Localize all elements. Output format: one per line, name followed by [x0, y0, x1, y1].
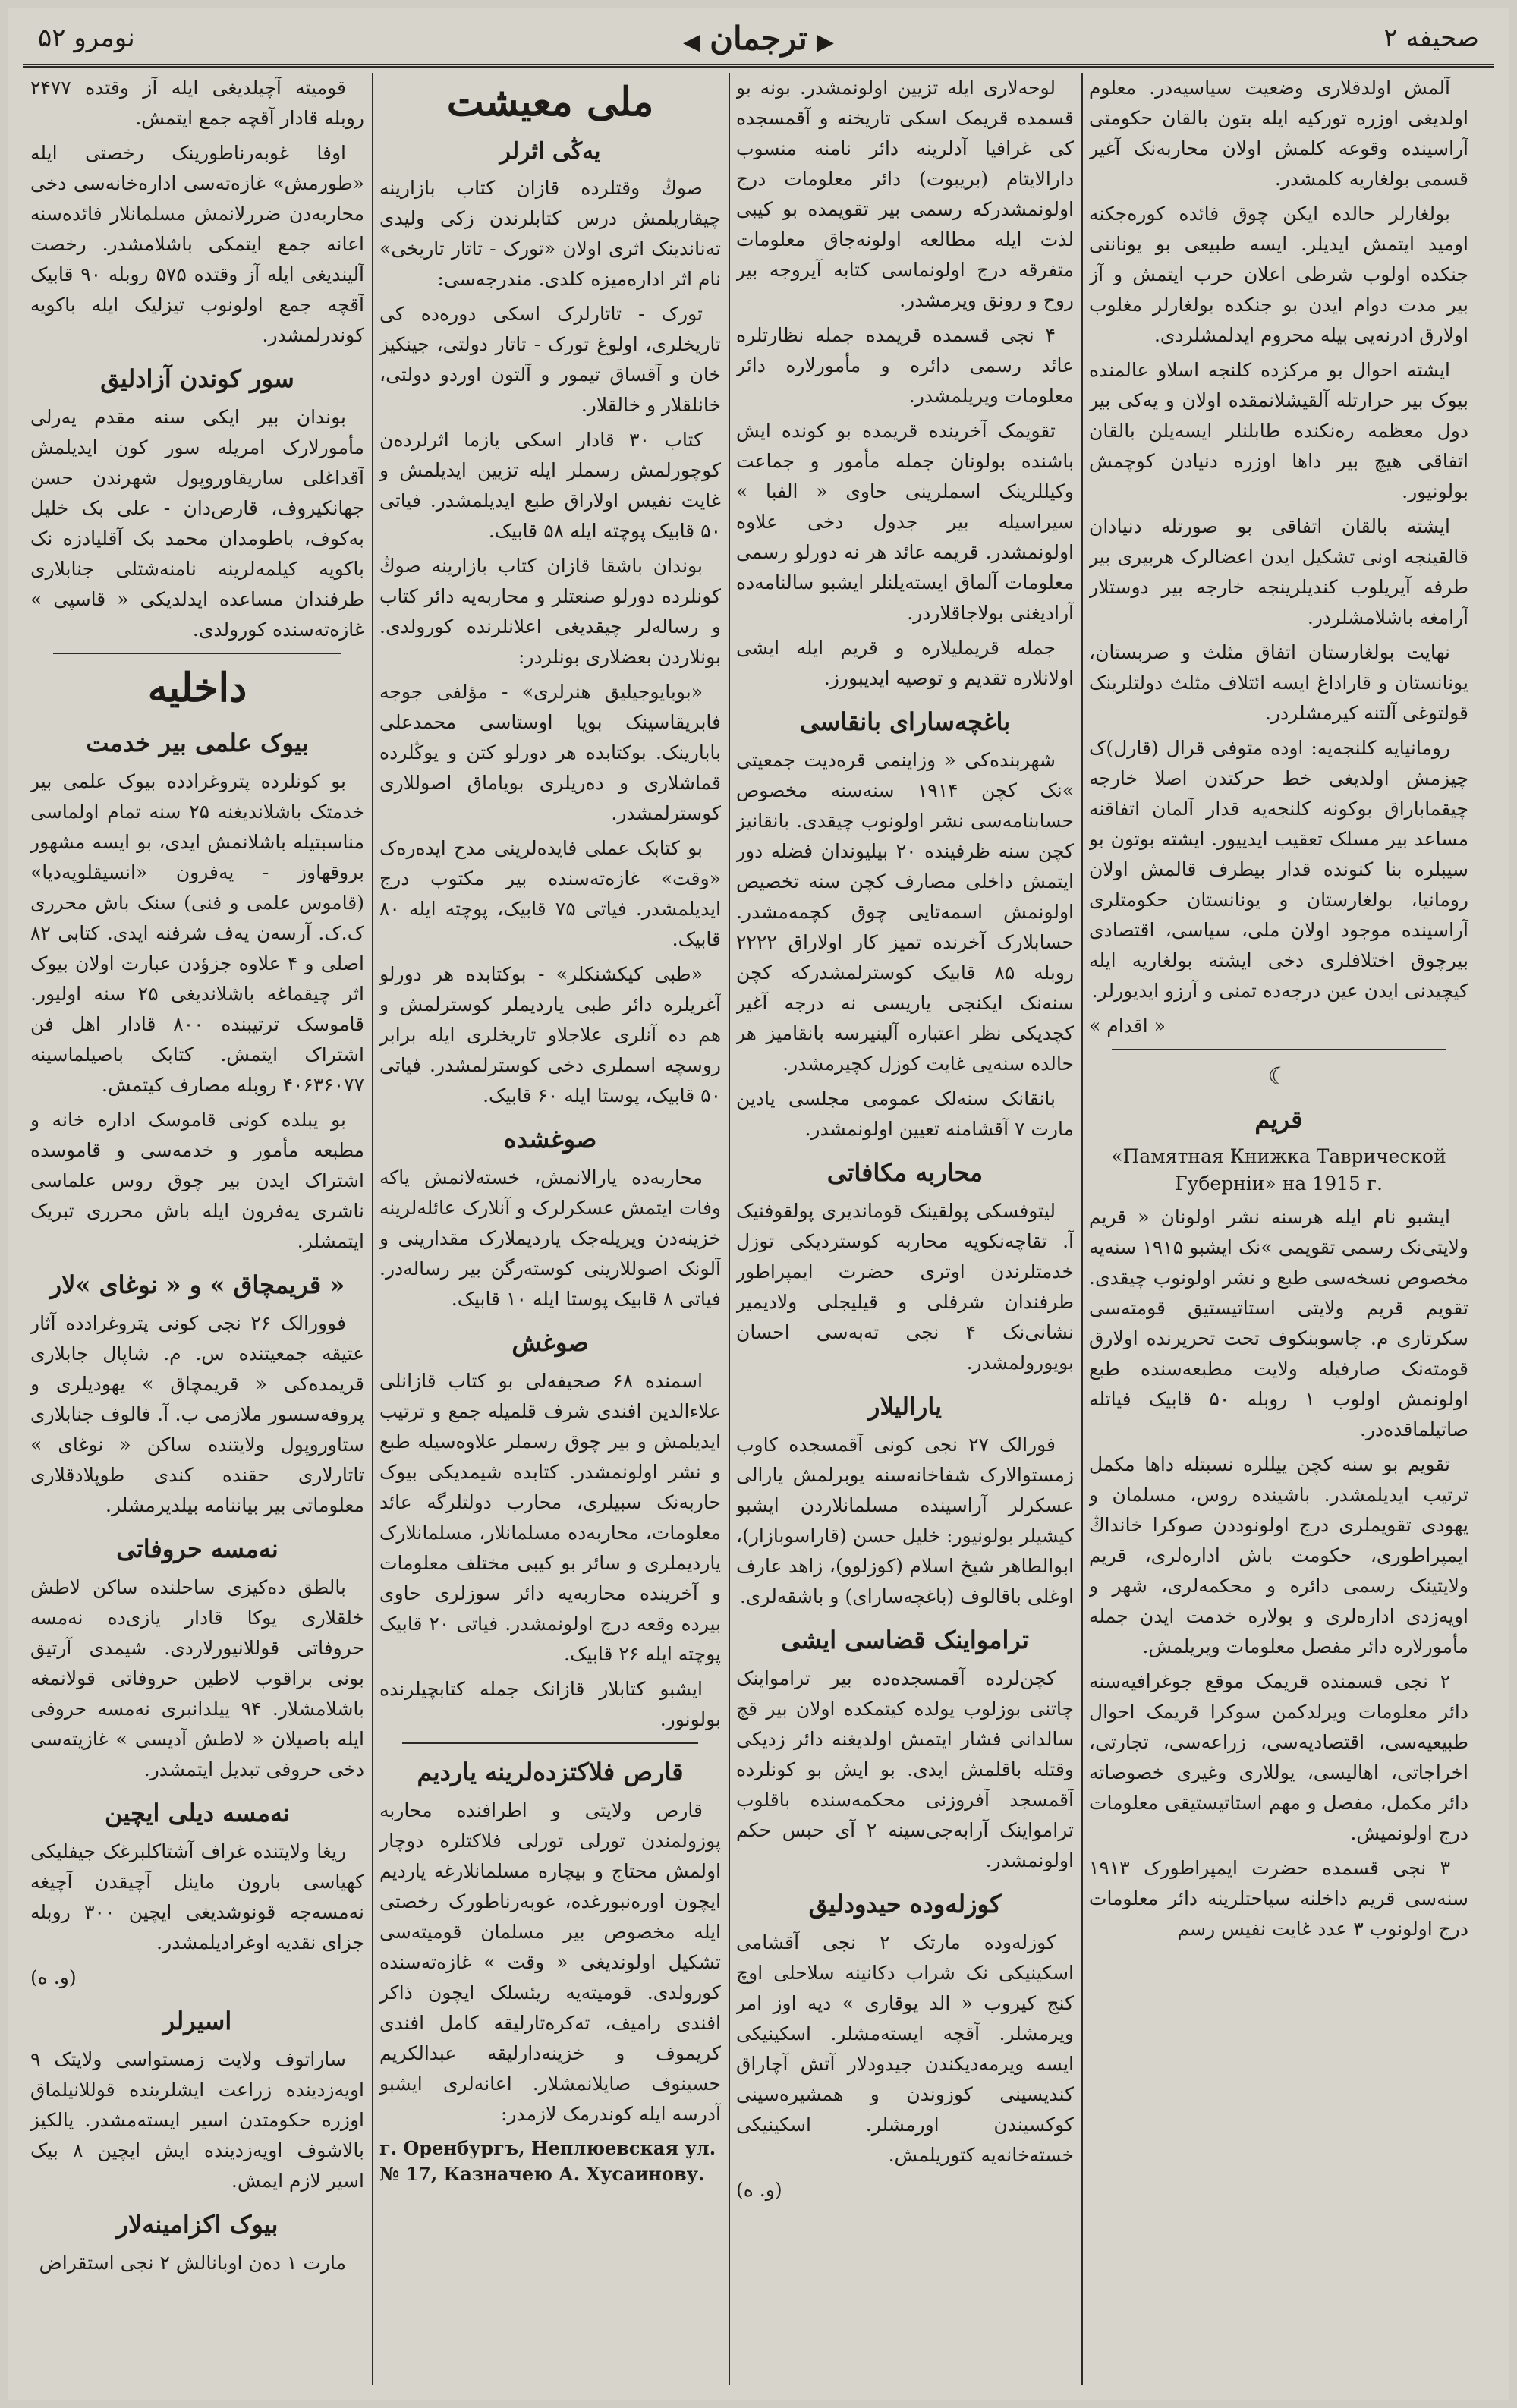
- section-heading-tram-accident: ترامواینک قضاسی ایشی: [781, 1626, 1029, 1654]
- article-paragraph: کچن‌لرده آقمسجده‌ده بیر ترامواینک چاتنی بوزلوب یولده کیتمکده اولان بیر قچ سالدانی فشار ایتمش اولدیغنه دائر زدیکی وقتله باقلمش ایدی. بو ایش بو کونلرده آقمسجد آفروزنی محکمه‌سنده باقلوب ترامواینک آرابه‌جی‌سینه ۲ آی حبس حکم اولونمشدر.: [736, 1667, 1074, 1871]
- column-divider-1: [1081, 73, 1083, 2385]
- source-signature: (و. ه): [736, 2179, 782, 2201]
- section-heading-wounded: یارالیلار: [868, 1392, 942, 1421]
- article-paragraph: بو کتابک عملی فایده‌لرینی مدح ایدەرەک «وقت» غازه‌ته‌سنده بیر مکتوب درج ایدیلمشدر. فیاتی ۷۵ قابیک، پوچته ایله ۸۰ قابیک.: [379, 837, 721, 950]
- article-paragraph: کوزله‌وده مارتک ۲ نجی آقشامی اسکینیکی نک شراب دکانینه سلاحلی اوچ کنج کیروب « الد یوقاری » دیه اوز امر ویرمشلر. آقچه ایسته‌مشلر. اسکینیکی ایسه ویرمه‌دیکندن جیدودلار آتش آچاراق کندیسینی کوزوندن و همشیره‌سینی کوکسیندن اورمشلر. اسکینیکی خسته‌خانه‌یه کتوریلمش.: [736, 1931, 1074, 2166]
- newspaper-page: [8, 8, 1509, 2400]
- page-label: صحیفه ۲: [1383, 23, 1479, 53]
- article-paragraph: بوندان باشقا قازان کتاب بازارینه صوڭ کونلرده دورلو صنعتلر و محاربه‌یه دائر کتاب و رساله‌لر چیقدیغی اعلانلرنده کورولدی. بونلاردن بعضلاری بونلردر:: [379, 555, 721, 668]
- section-heading-national-life: ملی معیشت: [446, 79, 654, 125]
- article-paragraph: لیتوفسکی پولقینک قوماندیری پولقوفنیک آ. تقاچه‌نکویه محاربه کوستردیکی توزل خدمتلرندن اوتری حضرت ایمپراطور طرفندان شرفلی و قیلیجلی ولادیمیر نشانی‌نک ۴ نجی ته‌به‌سی احسان بویورولمشدر.: [736, 1200, 1074, 1374]
- section-heading-big-exams: بیوک اکزامینه‌لار: [116, 2210, 279, 2239]
- article-paragraph: جمله قریملیلاره و قریم ایله ایشی اولانلاره تقدیم و توصیه ایدیبورز.: [736, 637, 1074, 689]
- section-heading-krymchaks-nogais: « قریمچاق » و « نوغای »لار: [49, 1270, 345, 1299]
- masthead: [23, 17, 1494, 68]
- section-heading-german-language: نه‌مسه دیلی ایچین: [104, 1799, 291, 1827]
- article-paragraph: ایشبو کتابلار قازانک جمله کتابچیلرنده بولونور.: [379, 1678, 721, 1730]
- article-paragraph: کتاب ۳۰ قادار اسکی یازما اثرلرده‌ن کوچورلمش رسملر ایله تزیین ایدیلمش و غایت نفیس اولاراق طبع ایدیلمشدر. فیاتی ۵۰ قابیک پوچته ایله ۵۸ قابیک.: [379, 429, 721, 542]
- newspaper-title: [23, 20, 1494, 57]
- section-heading-crimea: قریم: [1254, 1105, 1303, 1134]
- donation-address: г. Оренбургъ, Неплюевская ул. № 17, Казначею А. Хусаинову.: [379, 2137, 716, 2185]
- article-paragraph: ایشبو نام ایله هرسنه نشر اولونان « قریم ولایتی‌نک رسمی تقویمی »نک ایشبو ۱۹۱۵ سنه‌یه مخصوص نسخه‌سی طبع و نشر اولونوب چیقدی. تقویم قریم ولایتی استاتیستیق قومته‌سی سکرتاری م. چاسوبنکوف تحت تحریرنده اولارق قومته‌نک صارفیله ولایت مطبعه‌سنده طبع اولونمش اولوب ۱ روبله ۵۰ قابیک فیاتله صاتیلماقده‌در.: [1089, 1206, 1468, 1440]
- section-divider: [53, 653, 341, 654]
- section-heading-kars-relief: قارص فلاکتزده‌لرینه یاردیم: [417, 1758, 684, 1786]
- source-signature: « اقدام »: [1089, 1015, 1166, 1037]
- section-heading-german-letters: نه‌مسه حروفاتی: [116, 1535, 279, 1563]
- article-paragraph: نهایت بولغارستان اتفاق مثلث و صربستان، یونانستان و قاراداغ ایسه ائتلاف مثلث دولتلرینک قولتوغی آلتنه کیرمشلردر.: [1089, 641, 1468, 724]
- issue-label: نومرو ۵۲: [38, 23, 135, 53]
- subheading-new-works: یه‌ڭی اثرلر: [499, 138, 601, 165]
- article-paragraph: مارت ۱ ده‌ن اوبانالش ۲ نجی استقراض: [39, 2252, 346, 2274]
- article-paragraph: ۴ نجی قسمده قریمده جمله نظارتلره عائد رسمی دائره و مأمورلاره دائر معلومات ویریلمشدر.: [736, 324, 1074, 407]
- article-paragraph: ساراتوف ولایت زمستواسی ولایتک ۹ اویه‌زدینده زراعت ایشلرینده قوللانیلماق اوزره حکومتدن اسیر ایستەمشدر. یالکیز بالاشوف اویه‌زدینده ایش ایچین ۸ بیک اسیر لازم ایمش.: [30, 2048, 364, 2192]
- section-heading-domestic: داخلیه: [147, 665, 247, 711]
- section-heading-kozlov-robbery: کوزله‌وده حیدودلیق: [808, 1890, 1002, 1919]
- article-paragraph: تورک - تاتارلرک اسکی دوره‌ده کی تاریخلری، اولوغ تورک - تاتار دولتی، جینکیز خان و آقساق تیمور و آلتون اوردو دولتی، خانلقلار و خالقلار.: [379, 303, 721, 416]
- article-paragraph: تقویمک آخرینده قریمده بو کونده ایش باشنده بولونان جمله مأمور و جماعت وکیللرینک اسملرینی حاوی « الفبا » سیراسیله بیر جدول دخی علاوه اولونمشدر. قریمه عائد هر نه دورلو رسمی معلومات آلماق ایسته‌یلنلر ایشبو سالنامه‌ده آرادیغنی بولاجاقلاردر.: [736, 420, 1074, 624]
- ornament-left-icon: ◀: [683, 29, 701, 55]
- russian-book-title: «Памятная Книжка Таврической Губерніи» на 1915 г.: [1111, 1145, 1446, 1195]
- column-4: [30, 73, 364, 2385]
- section-heading-scholarly-service: بیوک علمی بیر خدمت: [86, 729, 309, 757]
- article-paragraph: ۳ نجی قسمده حضرت ایمپراطورک ۱۹۱۳ سنه‌سی قریم داخلنه سیاحتلرینه دائر معلومات درج اولونوب ۳ عدد غایت نفیس رسم: [1089, 1857, 1468, 1940]
- article-paragraph: «طبی کیکشنکلر» - بوکتابده هر دورلو آغریلرە دائر طبی یاردیملر کوسترلمش و هم ده آنلری علاجلاو تاریخلری ایله برابر روسچه اسملری دخی کوسترلمشدر. فیاتی ۵۰ قابیک، پوستا ایله ۶۰ قابیک.: [379, 963, 721, 1106]
- article-paragraph: فورالک ۲۷ نجی کونی آقمسجده کاوب زمستوالارک شفاخانه‌سنه یوبرلمش یارالی عسکرلر آراسینده مسلمانلاردن ایشبو کیشیلر بولونیور: خلیل حسن (قاراسوبازار)، ابوالطاهر شیخ اسلام (کوزلوو)، زاهد عارف اوغلی باقالوف (باغچه‌سارای) و باشقه‌لری.: [736, 1434, 1074, 1607]
- article-paragraph: محاربه‌ده یارالانمش، خسته‌لانمش یاکه وفات ایتمش عسکرلرک و آنلارک عائله‌لرینه خزینه‌دن ویریله‌جک یاردیملارک مقدارینی و آلونک اصوللارینی کوسته‌رگن بیر رساله‌در. فیاتی ۸ قابیک پوستا ایله ۱۰ قابیک.: [379, 1166, 721, 1310]
- article-paragraph: قارص ولایتی و اطرافنده محاربه پوزولمندن تورلی تورلی فلاکتلره دوچار اولمش محتاج و بیچاره مسلمانلارغه یاردیم ایچون اوره‌نبورغده، غوبه‌رناطورک رخصتی ایله مخصوص بیر مسلمان قومیته‌سی تشکیل اولوندیغی « وقت » غازه‌ته‌سنده کورولدی. قومیته‌یه ریئسلک ایچون ذاکر افندی رامیف، ته‌کرەتارلیقه کامل افندی کریموف و خزینه‌دارلیقه عبدالکریم حسینوف صایلانمشلار. اعانه‌لری ایشبو آدرسه ایله کوندرمک لازمدر:: [379, 1799, 721, 2125]
- section-heading-war: صوغش: [511, 1328, 589, 1357]
- article-paragraph: صوڭ وقتلرده قازان کتاب بازارینه چیقاریلمش درس کتابلرندن زکی ولیدی ته‌ناندینک اثری اولان «تورک - تاتار تاریخی» نام اثر ادارەمیزه کلدی. مندرجه‌سی:: [379, 177, 721, 290]
- section-heading-war-awards: محاربه مکافاتی: [826, 1158, 984, 1187]
- article-paragraph: «بوبایوجیلیق هنرلری» - مؤلفی جوجه فابریقاسینک بویا اوستاسی محمدعلی بابارینک. بوکتابده هر دورلو کتن و یوڭلرده قماشلاری و دەریلری بویاماق اصوللاری کوسترلمشدر.: [379, 681, 721, 824]
- article-paragraph: بالطق ده‌کیزی ساحلنده ساکن لاطش خلقلاری یوکا قادار یازی‌ده نه‌مسه حروفاتی قوللانیورلاردی. شیمدی آرتیق بونی براقوب لاطین حروفاتی قولانمغه باشلامشلار. ۹۴ ییلدانبری نه‌مسه حروفی ایله باصیلان « لاطش آدیسی » غازیته‌سی دخی حروفی تبدیل ایتمشدر.: [30, 1576, 364, 1780]
- column-2: [736, 73, 1074, 2385]
- section-heading-bakhchisaray-bank: باغچه‌سارای بانقاسی: [799, 707, 1011, 736]
- article-paragraph: اوفا غوبه‌رناطورینک رخصتی ایله «طورمش» غازه‌ته‌سی اداره‌خانه‌سی دخی محاربه‌دن ضررلانمش مسلمانلار فائده‌سنه اعانه جمع ایتمکی باشلامشدر. رخصت آلیندیغی ایله آز وقتده ۵۷۵ روبله ۹۰ قابیک آقچه جمع اولونوب تیزلیک ایله باکویه کوندرلمشدر.: [30, 142, 364, 346]
- article-paragraph: اسمنده ۶۸ صحیفه‌لی بو کتاب قازانلی علاءالدین افندی شرف قلمیله جمع و ترتیب ایدیلمش و بیر چوق رسملر علاوه‌سیله طبع و نشر اولونمشدر. کتابده شیمدیکی بیوک حاربه‌نک سبیلری، محارب دولتلرگه عائد معلومات، محاربه‌ده مسلمانلار، مسلمانلارک یاردیملری و سائر بو کیبی مختلف معلومات و آخرینده محاربه‌یه دائر سوزلری حاوی بیرده وقعه درج اولونمشدر. فیاتی ۲۰ قابیک پوچته ایله ۲۶ قابیک.: [379, 1370, 721, 1665]
- article-paragraph: ایشته احوال بو مرکزده کلنجه اسلاو عالمنده بیوک بیر حرارتله آلقیشلانمقده اولان و یه‌کی بیر دول معظمه ره‌نکنده طابلنلر ایسه‌یلن بالقان اتفاقی هیچ بیر داها اوزره دنیادن کوچمش بولونیور.: [1089, 359, 1468, 502]
- article-paragraph: بولغارلر حالده ایکن چوق فائده کوره‌جکنه اومید ایتمش ایدیلر. ایسه طبیعی بو یوناننی جنکده اولوب شرطی اعلان حرب ایتمش و آز بیر مدت دوام ایدن بو جنکده بولغارلر مغلوب اولارق ادرنه‌یی بیله محروم ایدلمشلردی.: [1089, 203, 1468, 346]
- article-paragraph: آلمش اولدقلاری وضعیت سیاسیه‌در. معلوم اولدیغی اوزره تورکیه ایله بتون بالقان حکومتی آراسینده وقوعه کلمش اولان محاربه‌نک آغیر قسمی بولغاریه کلمشدر.: [1089, 77, 1468, 190]
- ornament-right-icon: ▶: [816, 29, 834, 55]
- article-paragraph: رومانیایه کلنجه‌یه: اوده متوفی قرال (قارل)ک چیزمش اولدیغی خط حرکتدن اصلا خارجه چیقماباراق بوکونه کلنجه‌یه قدار آلمان اتفاقنه مساعد بیر مسلک تعقیب ایدییور. ایشته بوتون بو سیبلره بنا کنونده قدار بیطرف قالمش اولان رومانیا، بولغارستان و یونانستان حکومتلری آراسینده موجود اولان ملی، سیاسی، اقتصادی بیرچوق اختلافلری دخی ایشته بولغاریه ایله کیچیدنی ایدن عین درجه‌ده تمنی و آرزو ایدیورلر.: [1089, 737, 1468, 1002]
- section-heading-exile-release: سور کوندن آزادلیق: [100, 364, 294, 393]
- section-divider: [402, 1742, 698, 1744]
- article-paragraph: ایشته بالقان اتفاقی بو صورتله دنیادان قالقینجه اونی تشکیل ایدن اعضالرک هربیری بیر طرفه آیریلوب کندیلرینجه خارجه بیر دوستلار آرامغه باشلامشلردر.: [1089, 515, 1468, 628]
- source-signature: (و. ه): [30, 1966, 77, 1988]
- newspaper-title-text: ترجمان: [710, 20, 807, 57]
- article-paragraph: ۲ نجی قسمنده قریمک موقع جوغرافیه‌سنه دائر معلومات ویرلدکمن سوکرا قریمک احوال طبیعیه‌سی، اقتصادیه‌سی، زراعه‌سی، تجارتی، اخراجاتی، اهالیسی، یوللاری وغیری خصوصاته دائر مکمل، مفصل و مهم استاتیستیقی معلومات درج اولونمیش.: [1089, 1670, 1468, 1844]
- column-divider-3: [372, 73, 373, 2385]
- article-paragraph: بو یبلده کونی قاموسک اداره خانه و مطبعه مأمور و خدمه‌سی و قاموسده اشتراک ایدن بیر چوق روس علماسی ناشری یه‌فرون ایله باش محرری تبریک ایتمشلر.: [30, 1109, 364, 1252]
- article-paragraph: بانقانک سنه‌لک عمومی مجلسی یادین مارت ۷ آقشامنه تعیین اولونمشدر.: [736, 1088, 1074, 1140]
- article-paragraph: بو کونلرده پتروغرادده بیوک علمی بیر خدمتک باشلاندیغنه ۲۵ سنه تمام اولماسی مناسبتیله باشلانمش ایدی، بو ایسه مشهور بروقهاوز - یه‌فرون «انسیقلوپه‌دیا» (قاموس علمی و فنی) سنک باش محرری ک.ک. آرسه‌ن یه‌ف شرفنه ایدی. کتابی ۸۲ اصلی و ۴ علاوه جزؤدن عبارت اولان بیوک اثر چیقماغه باشلاندیغی ۲۵ سنه اولیور. قاموسک ترتیبنده ۸۰۰ قادار اهل فن اشتراک ایتمش. کتابک باصیلماسینه ۴۰۶۳۶۰۷۷ روبله مصارف کیتمش.: [30, 770, 364, 1096]
- section-divider: [1112, 1049, 1446, 1050]
- article-paragraph: شهربنده‌کی « وزاینمی قره‌دیت جمعیتی »نک کچن ۱۹۱۴ سنه‌سنه مخصوص حسابنامه‌سی نشر اولونوب چیقدی. بانقانیز کچن سنه ظرفینده ۲۰ بیلیوندان فضله دور ایتمش داخلی مصارف کچن سنه تخصیص اولونمش اسمه‌تایی چوق کچمه‌مشدر. حسابلارک آخرنده تمیز کار اولاراق ۲۲۲۲ روبله ۸۵ قابیک کوسترلمشدرکه کچن سنه‌نک ایکنجی یاریسی نه درجه آغیر کچدیکی نظر اعتباره آلینیرسه بانقامیز هر حالده سنه‌یی غایت کوزل کچیرمشدر.: [736, 749, 1074, 1075]
- article-paragraph: قومیته آچیلدیغی ایله آز وقتده ۲۴۷۷ روبله قادار آقچه جمع ایتمش.: [30, 77, 364, 129]
- section-heading-prisoners: اسیرلر: [162, 2007, 232, 2035]
- article-paragraph: ریغا ولایتنده غراف آشتاکلبرغک جیفلیکی کهیاسی بارون ماینل آچیقدن آچیغه نه‌مسه‌جه قونوشدیغی ایچین ۳۰۰ روبله جزای نقدیه اوغرادیلمشدر.: [30, 1840, 364, 1953]
- article-paragraph: فوورالک ۲۶ نجی کونی پتروغرادده آثار عتیقه جمعیتنده س. م. شاپال جابلاری قریمده‌کی « قریمچاق » یهودیلری و پروفەسسور ملازمی ب. آ. فالوف جنابلاری ستاوروپول ولایتنده ساکن « نوغای » تاتارلاری حقنده کندی طوپلادقلاری معلوماتی بیر بیاننامه بیلدیرمشلر.: [30, 1312, 364, 1516]
- column-1: [1089, 73, 1468, 2385]
- article-paragraph: بوندان بیر ایکی سنه مقدم یه‌رلی مأمورلارک امریله سور کون ایدیلمش آقداغلی ساریقاوروپول شهرندن حسن جهانکیروف، قارص‌دان - علی بک خلیل به‌کوف، باطومدان محمد بک آقلیادزه نک باکویه کیلمه‌لرینه نامنه‌شتلی جنابلاری طرفندان مساعده ایدلدیکی « قاسپی » غازه‌ته‌سنده کورولدی.: [30, 406, 364, 641]
- column-divider-2: [729, 73, 730, 2385]
- crescent-icon: ☾: [1267, 1062, 1290, 1091]
- article-paragraph: تقویم بو سنه کچن ییللره نسبتله داها مکمل ترتیب ایدیلمشدر. باشینده روس، مسلمان و یهودی تقویملری درج اولونوددن صوکرا خانداڭ ایمپراطوری، حکومت باش اداره‌لری، قریم ولایتینک رسمی دائره و محکمه‌لری، شهر و اویه‌زدی اداره‌لری و بولاره خدمت ایدن جمله مأمورلاره دائر مفصل معلومات ویریلمش.: [1089, 1453, 1468, 1657]
- section-heading-in-war: صوغشده: [503, 1125, 597, 1154]
- column-3: [379, 73, 721, 2385]
- article-paragraph: لوحه‌لاری ایله تزیین اولونمشدر. بونه بو قسمده قریمک اسکی تاریخنه و آقمسجده کی غرافیا آدلرینه دائر نامنه منسوب دارالایتام (بریبوت) دائر معلومات درج اولونمشدرکه رسمی بیر تقویمده بو کیبی لذت ایله مطالعه اولونه‌جاق معلومات متفرقه درج اولونماسی کتابه آیروجه بیر روح و رونق ویرمشدر.: [736, 77, 1074, 311]
